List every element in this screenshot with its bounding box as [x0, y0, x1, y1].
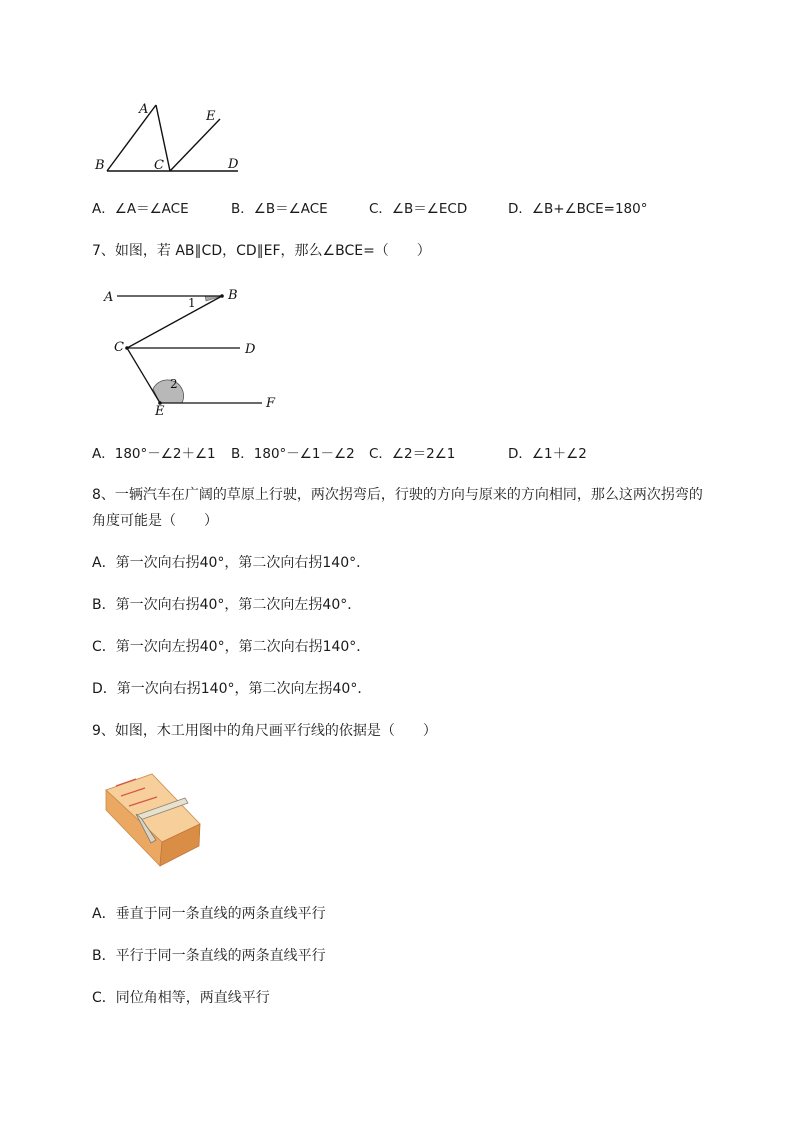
- label-A: A: [139, 102, 149, 117]
- q9-choice-b: B．平行于同一条直线的两条直线平行: [92, 948, 326, 964]
- q8-stem-line2: 角度可能是（ ）: [92, 513, 218, 529]
- q7-choice-a: A．180°－∠2＋∠1: [92, 446, 216, 462]
- q6-choice-b: B．∠B＝∠ACE: [231, 201, 328, 217]
- q9-choice-a: A．垂直于同一条直线的两条直线平行: [92, 906, 326, 922]
- q6-choice-a: A．∠A＝∠ACE: [92, 201, 189, 217]
- label-C: C: [154, 158, 164, 173]
- label-C: C: [114, 340, 124, 355]
- label-E: E: [155, 404, 165, 419]
- q9-choice-c: C．同位角相等，两直线平行: [92, 990, 270, 1006]
- angle-label-2: 2: [170, 377, 178, 391]
- q9-stem: 9、如图，木工用图中的角尺画平行线的依据是（ ）: [92, 723, 437, 739]
- q8-choice-c: C．第一次向左拐40°，第二次向右拐140°．: [92, 639, 371, 655]
- label-B: B: [228, 288, 238, 303]
- angle-label-1: 1: [188, 296, 196, 310]
- label-D: D: [245, 342, 256, 357]
- q6-choice-d: D．∠B+∠BCE=180°: [508, 201, 648, 217]
- label-F: F: [266, 396, 276, 411]
- q7-choice-d: D．∠1＋∠2: [508, 446, 587, 462]
- q7-choice-c: C．∠2＝2∠1: [369, 446, 456, 462]
- q8-choice-d: D．第一次向右拐140°，第二次向左拐40°．: [92, 681, 372, 697]
- q8-choice-b: B．第一次向右拐40°，第二次向左拐40°．: [92, 597, 362, 613]
- label-A: A: [104, 290, 114, 305]
- q7-stem: 7、如图，若 AB∥CD，CD∥EF，那么∠BCE=（ ）: [92, 243, 431, 259]
- q7-choice-b: B．180°－∠1－∠2: [231, 446, 355, 462]
- label-E: E: [206, 109, 216, 124]
- q6-choice-c: C．∠B＝∠ECD: [369, 201, 468, 217]
- q8-stem-line1: 8、一辆汽车在广阔的草原上行驶，两次拐弯后，行驶的方向与原来的方向相同，那么这两次拐弯的: [92, 487, 703, 503]
- label-B: B: [95, 158, 105, 173]
- label-D: D: [228, 157, 239, 172]
- q8-choice-a: A．第一次向右拐40°，第二次向右拐140°．: [92, 555, 371, 571]
